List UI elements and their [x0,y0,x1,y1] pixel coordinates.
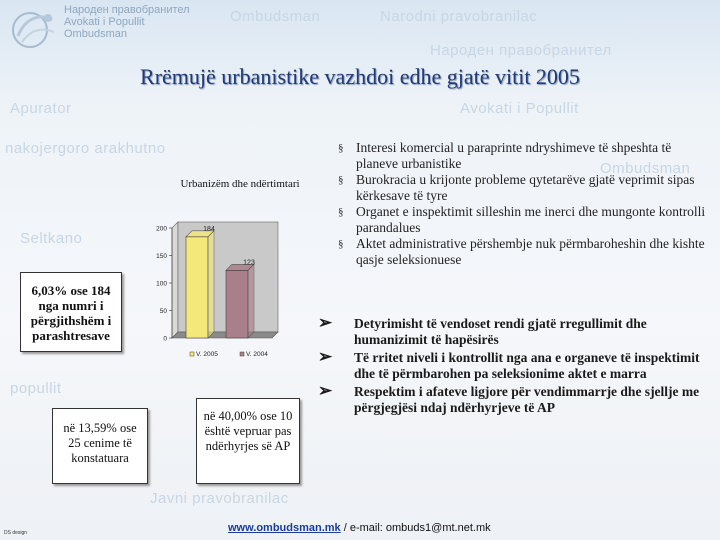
logo-text-line: Ombudsman [64,28,127,40]
watermark-word: Narodni pravobranilac [380,8,538,25]
list-item-text: Aktet administrative përshembje nuk përmbaroheshin dhe kishte qasje seleksionuese [356,236,705,267]
ombudsman-logo-icon [8,6,60,50]
list-item-text: Organet e inspektimit silleshin me inerci dhe mungonte kontrolli parandalues [356,204,706,235]
list-item-text: Interesi komercial u paraprinte ndryshimeve të shpeshta të planeve urbanistike [356,140,672,171]
watermark-word: Народен правобранител [430,42,612,59]
watermark-word: popullit [10,380,62,397]
findings-list [338,140,708,268]
category-label: V. 2005 [196,351,218,358]
arrow-icon: ➢ [318,347,333,366]
watermark-word: Avokati i Popullit [460,100,579,117]
watermark-word: Apurator [10,100,72,117]
logo-text-line: Avokati i Popullit [64,16,145,28]
watermark-word: Javni pravobranilac [150,490,289,507]
list-item [338,204,708,236]
logo-text-line: Народен правобранител [64,4,190,16]
bar [226,270,248,338]
watermark-word: Seltkano [20,230,83,247]
callout-violations: në 13,59% ose 25 cenime të konstatuara [52,408,148,484]
website-link[interactable]: www.ombudsman.mk [228,522,341,534]
chart-title: Urbanizëm dhe ndërtimtari [180,178,300,190]
callout-total-share: 6,03% ose 184 nga numri i përgjithshëm i parashtresave [20,272,122,352]
design-credit: DS design [4,530,28,536]
bar-side [208,231,214,338]
list-item [338,236,708,268]
footer [228,522,491,534]
bar-value-label: 184 [203,225,215,233]
bullet-marker: § [338,206,344,218]
category-swatch [240,352,244,356]
list-item [316,347,711,382]
bullet-marker: § [338,238,344,250]
callout-acted: në 40,00% ose 10 është vepruar pas ndërhyrjes së AP [196,398,300,484]
arrow-icon: ➢ [318,381,333,400]
bar-chart [150,178,333,368]
y-tick-label: 100 [156,280,167,288]
list-item-text: Respektim i afateve ligjore për vendimmarrje dhe sjellje me përgjegjësi ndaj ndërhyrjeve të AP [354,384,700,415]
category-swatch [190,352,194,356]
watermark-word: nakojergoro arakhutno [5,140,166,157]
slide-title: Rrëmujë urbanistike vazhdoi edhe gjatë vitit 2005 [140,64,580,89]
list-item [316,313,711,348]
bar-side [248,264,254,338]
bar-value-label: 123 [243,259,255,267]
bar [186,237,208,338]
recommendations-list [316,313,711,416]
bullet-marker: § [338,174,344,186]
list-item [338,172,708,204]
watermark-word: Ombudsman [600,160,691,177]
y-tick-label: 200 [156,225,167,233]
list-item [316,381,711,416]
chart-plot [150,178,333,368]
category-label: V. 2004 [246,351,268,358]
y-tick-label: 50 [159,308,167,315]
y-tick-label: 150 [156,253,167,260]
footer-email: / e-mail: ombuds1@mt.net.mk [340,522,491,534]
list-item-text: Detyrimisht të vendoset rendi gjatë rregullimit dhe humanizimit të hapësirës [354,316,647,347]
bullet-marker: § [338,142,344,154]
watermark-word: Ombudsman [230,8,321,25]
arrow-icon: ➢ [318,313,333,332]
y-tick-label: 0 [163,335,167,343]
list-item-text: Të rritet niveli i kontrollit nga ana e organeve të inspektimit dhe të përmbarohen pa seleksionime aktet e marra [354,350,700,381]
list-item-text: Burokracia u krijonte probleme qytetarëve gjatë veprimit sipas kërkesave të tyre [356,172,695,203]
list-item [338,140,708,172]
logo-text [64,4,190,40]
chart-side-wall [172,222,178,338]
